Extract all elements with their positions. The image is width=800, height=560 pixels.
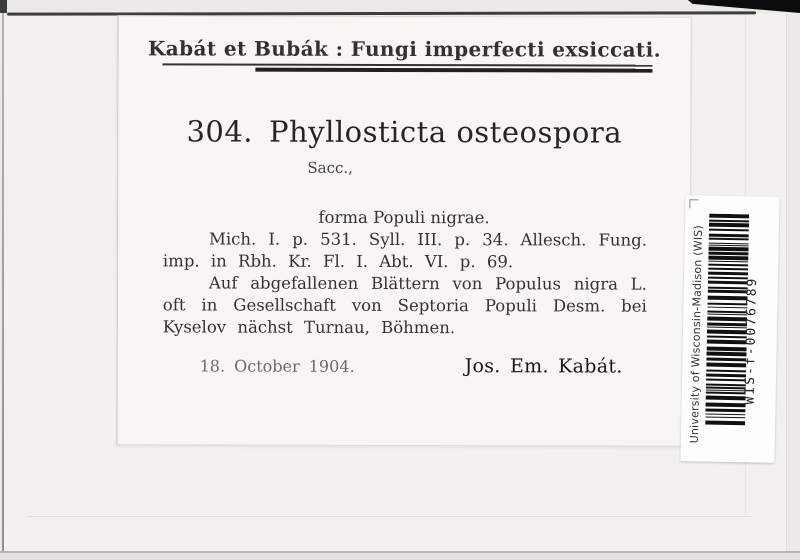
reference-line: Mich. I. p. 531. Syll. III. p. 34. Allesch. Fung.: [208, 229, 648, 250]
collector-name: Jos. Em. Kabát.: [464, 355, 623, 378]
packet-fold-line: [28, 516, 752, 517]
collection-date: 18. October 1904.: [199, 356, 355, 376]
habitat-line: oft in Gesellschaft von Septoria Populi Desm. bei: [162, 295, 647, 316]
header-rule-thin: [162, 63, 652, 66]
habitat-line: Auf abgefallenen Blättern von Populus nigra L.: [208, 273, 647, 294]
barcode-number: WIS-f-0076789: [742, 276, 761, 405]
date-collector-row: [118, 354, 690, 377]
scan-bottom-strip: [0, 553, 800, 560]
label-card: [116, 15, 691, 447]
specimen-title: [118, 114, 690, 149]
reference-line: imp. in Rbh. Kr. Fl. I. Abt. VI. p. 69.: [162, 251, 514, 272]
scan-corner-shadow-top-left: [0, 0, 7, 13]
species-author: Sacc.,: [307, 158, 353, 177]
barcode-sticker: [680, 195, 779, 463]
series-header: Kabát et Bubák : Fungi imperfecti exsiccati.: [147, 36, 661, 62]
habitat-line: Kyselov nächst Turnau, Böhmen.: [162, 317, 456, 338]
forma-line: forma Populi nigrae.: [318, 207, 490, 228]
header-rule-thick: [255, 68, 652, 73]
species-name: Phyllosticta osteospora: [269, 114, 623, 150]
specimen-number: 304.: [186, 114, 254, 149]
packet-left-edge: [2, 13, 4, 553]
institution-label: University of Wisconsin-Madison (WIS): [687, 224, 705, 444]
label-body: [118, 206, 690, 339]
sticker-corner-mark: [689, 199, 698, 208]
